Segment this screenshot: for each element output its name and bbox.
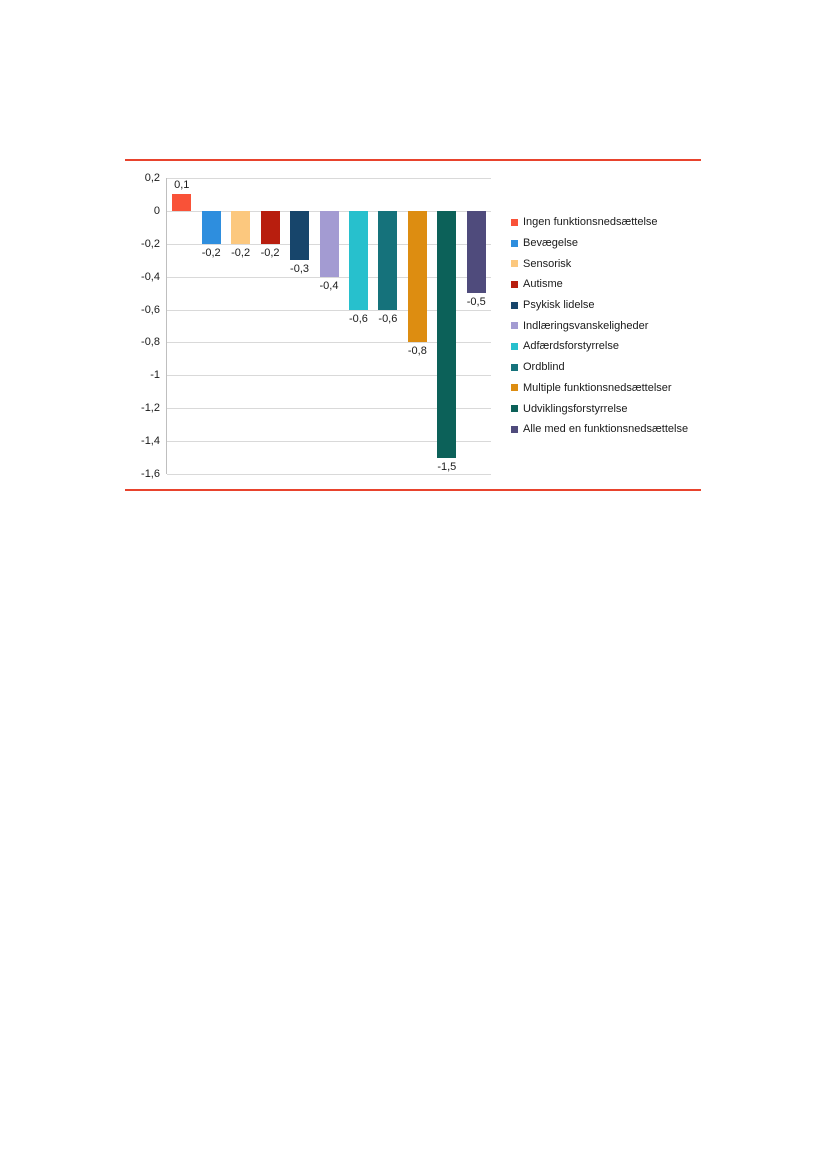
bar-value-label: -1,5 xyxy=(437,460,457,473)
bar xyxy=(437,211,456,458)
legend-swatch xyxy=(511,240,518,247)
legend-label: Ordblind xyxy=(523,361,565,374)
legend-label: Indlæringsvanskeligheder xyxy=(523,319,649,332)
y-tick-label: 0,2 xyxy=(144,172,160,184)
bar-value-label: -0,6 xyxy=(348,312,368,325)
legend xyxy=(511,212,688,440)
bar-value-label: -0,6 xyxy=(378,312,398,325)
y-axis xyxy=(112,172,160,480)
legend-item xyxy=(511,315,688,336)
legend-item xyxy=(511,233,688,254)
legend-item xyxy=(511,419,688,440)
bar xyxy=(408,211,427,343)
legend-swatch xyxy=(511,426,518,433)
legend-swatch xyxy=(511,405,518,412)
legend-item xyxy=(511,357,688,378)
legend-swatch xyxy=(511,260,518,267)
bottom-rule xyxy=(125,489,701,491)
legend-swatch xyxy=(511,364,518,371)
y-tick-label: -1,2 xyxy=(141,402,160,415)
legend-label: Multiple funktionsnedsættelser xyxy=(523,381,672,394)
legend-item xyxy=(511,398,688,419)
legend-item xyxy=(511,336,688,357)
bar-value-label: -0,2 xyxy=(201,246,221,259)
y-tick-label: -1,6 xyxy=(141,468,160,480)
y-tick-label: -0,6 xyxy=(141,303,160,316)
bar xyxy=(467,211,486,293)
legend-item xyxy=(511,212,688,233)
bar-value-label: -0,4 xyxy=(319,279,339,292)
bar xyxy=(261,211,280,244)
bar xyxy=(202,211,221,244)
y-tick-label: -0,4 xyxy=(141,270,160,283)
legend-swatch xyxy=(511,343,518,350)
legend-item xyxy=(511,378,688,399)
bar-value-label: 0,1 xyxy=(174,179,190,192)
bar xyxy=(349,211,368,310)
legend-swatch xyxy=(511,384,518,391)
legend-label: Alle med en funktionsnedsættelse xyxy=(523,423,689,436)
gridline xyxy=(167,178,491,179)
legend-swatch xyxy=(511,219,518,226)
bar xyxy=(172,194,191,210)
bar xyxy=(320,211,339,277)
legend-label: Bevægelse xyxy=(523,237,579,250)
bar xyxy=(290,211,309,260)
legend-label: Autisme xyxy=(523,278,563,291)
bar-value-label: -0,2 xyxy=(260,246,280,259)
legend-item xyxy=(511,274,688,295)
y-tick-label: 0 xyxy=(153,204,160,217)
y-tick-label: -1,4 xyxy=(141,435,160,448)
bar-value-label: -0,8 xyxy=(407,345,427,358)
bar-value-label: -0,2 xyxy=(231,246,251,259)
bar-value-label: -0,5 xyxy=(466,296,486,309)
bar xyxy=(231,211,250,244)
legend-label: Psykisk lidelse xyxy=(523,299,595,312)
legend-label: Ingen funktionsnedsættelse xyxy=(523,216,658,229)
legend-label: Sensorisk xyxy=(523,257,572,270)
y-tick-label: -0,2 xyxy=(141,237,160,250)
gridline xyxy=(167,474,491,475)
legend-label: Udviklingsforstyrrelse xyxy=(523,402,628,415)
y-tick-label: -0,8 xyxy=(141,336,160,349)
legend-item xyxy=(511,295,688,316)
top-rule xyxy=(125,159,701,161)
bar-value-label: -0,3 xyxy=(290,263,310,276)
legend-label: Adfærdsforstyrrelse xyxy=(523,340,619,353)
y-tick-label: -1 xyxy=(150,369,160,382)
legend-item xyxy=(511,253,688,274)
legend-swatch xyxy=(511,302,518,309)
legend-swatch xyxy=(511,322,518,329)
plot-area xyxy=(166,178,491,474)
legend-swatch xyxy=(511,281,518,288)
bar xyxy=(378,211,397,310)
